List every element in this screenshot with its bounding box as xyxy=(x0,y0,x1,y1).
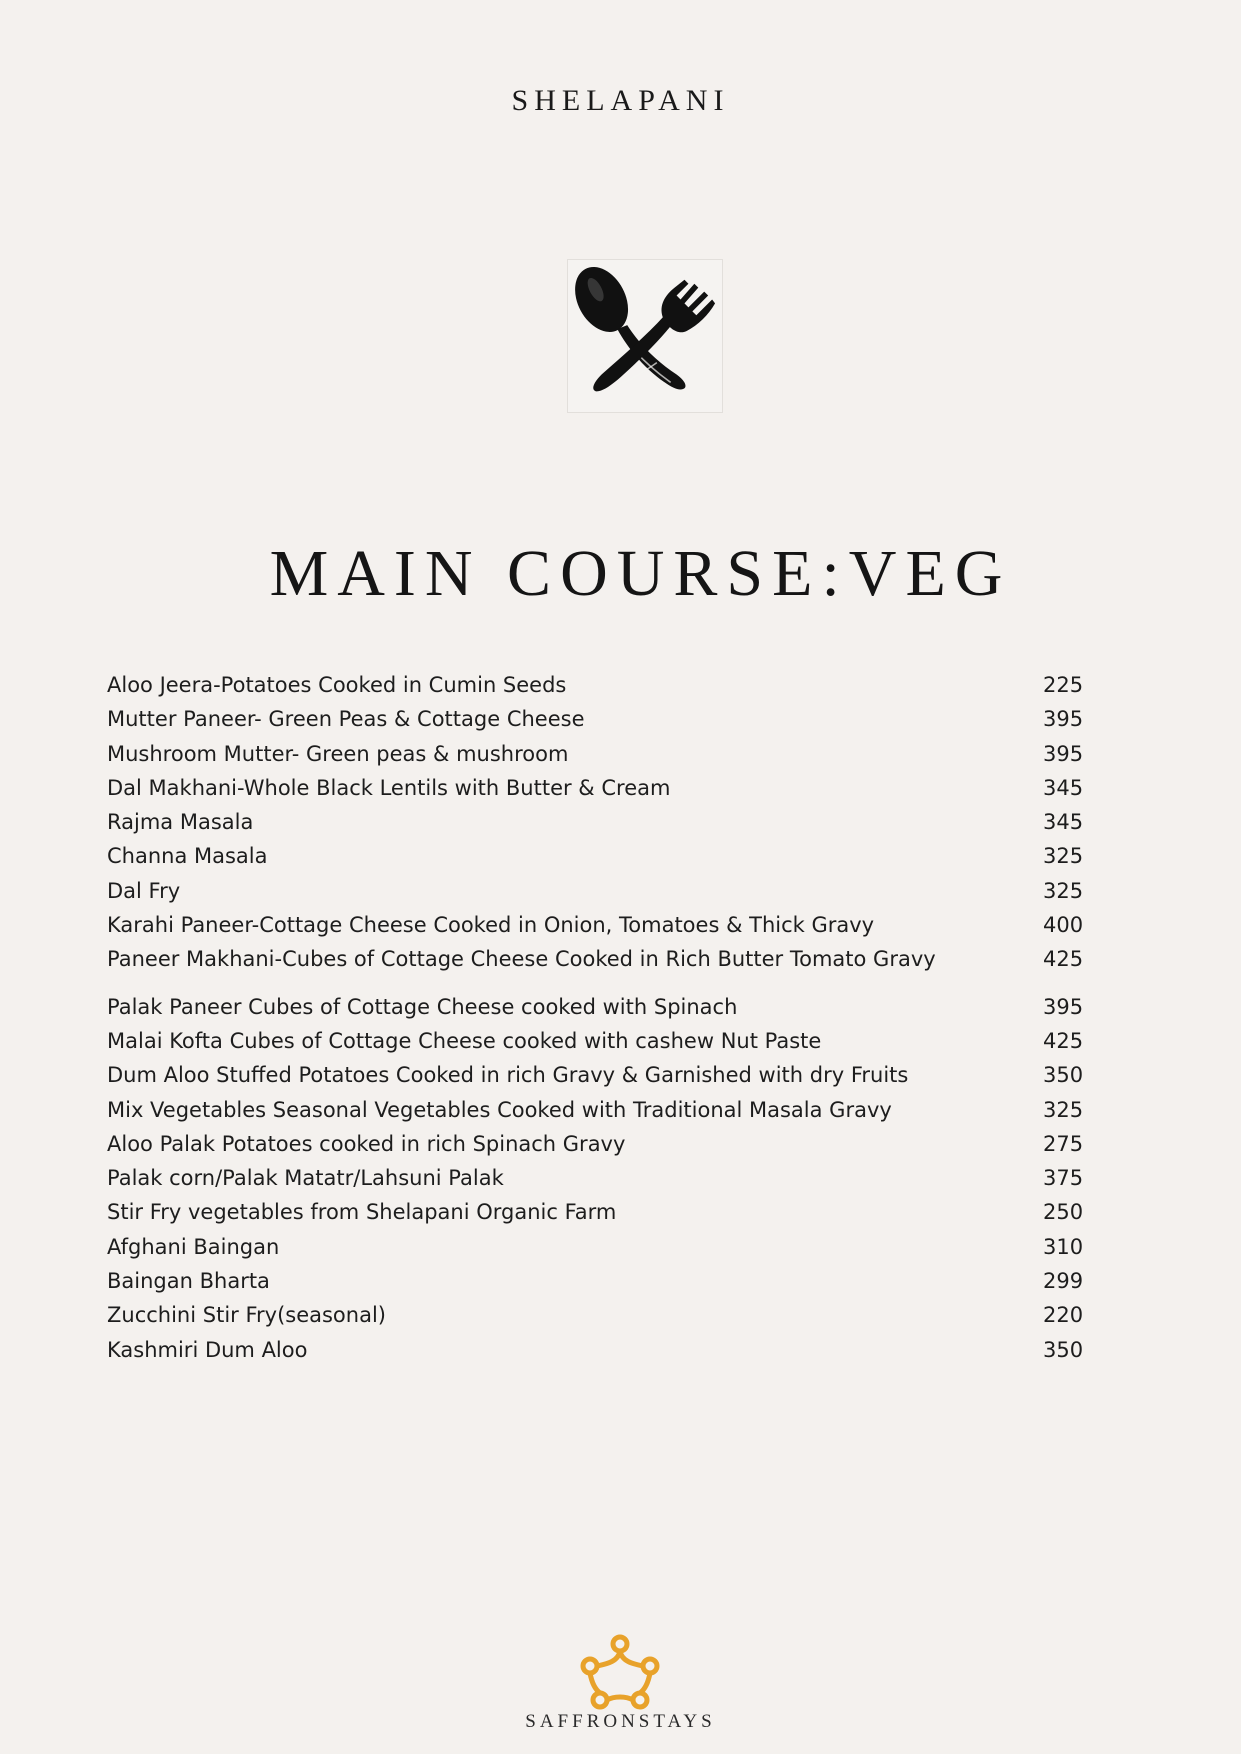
menu-item xyxy=(107,990,1107,1024)
menu-item-price: 350 xyxy=(1043,1337,1084,1362)
menu-list xyxy=(107,668,1107,1367)
menu-item-price: 299 xyxy=(1043,1269,1084,1294)
menu-item xyxy=(107,702,1107,736)
menu-item-price: 325 xyxy=(1043,844,1084,869)
menu-item-name: Channa Masala xyxy=(107,844,268,869)
footer-brand: SAFFRONSTAYS xyxy=(525,1711,716,1732)
brand-title: SHELAPANI xyxy=(511,84,730,117)
menu-item-name: Aloo Jeera-Potatoes Cooked in Cumin Seeds xyxy=(107,673,567,697)
menu-item-name: Stir Fry vegetables from Shelapani Organic Farm xyxy=(107,1200,617,1225)
menu-item-price: 225 xyxy=(1043,673,1084,697)
menu-item-price: 395 xyxy=(1043,994,1084,1019)
menu-item-name: Dal Makhani-Whole Black Lentils with Butter & Cream xyxy=(107,775,671,800)
menu-item-price: 310 xyxy=(1043,1234,1084,1259)
menu-item-price: 395 xyxy=(1043,707,1084,732)
menu-item xyxy=(107,771,1107,805)
menu-item-price: 250 xyxy=(1043,1200,1084,1225)
menu-item xyxy=(107,839,1107,873)
menu-item xyxy=(107,1298,1107,1332)
menu-item xyxy=(107,942,1107,976)
menu-item-name: Baingan Bharta xyxy=(107,1269,270,1294)
menu-item-name: Dal Fry xyxy=(107,878,181,903)
menu-item-name: Kashmiri Dum Aloo xyxy=(107,1337,308,1362)
menu-item-name: Paneer Makhani-Cubes of Cottage Cheese Cooked in Rich Butter Tomato Gravy xyxy=(107,947,936,972)
menu-item-price: 325 xyxy=(1043,1097,1084,1122)
menu-item-price: 350 xyxy=(1043,1063,1084,1088)
menu-item xyxy=(107,668,1107,702)
menu-item-name: Dum Aloo Stuffed Potatoes Cooked in rich Gravy & Garnished with dry Fruits xyxy=(107,1063,909,1088)
menu-item-name: Mutter Paneer- Green Peas & Cottage Cheese xyxy=(107,707,585,732)
menu-item xyxy=(107,1058,1107,1092)
menu-item xyxy=(107,1161,1107,1195)
menu-item-name: Malai Kofta Cubes of Cottage Cheese cooked with cashew Nut Paste xyxy=(107,1028,822,1053)
saffronstays-logo-icon xyxy=(578,1632,662,1712)
menu-item-name: Mushroom Mutter- Green peas & mushroom xyxy=(107,741,569,766)
menu-item-price: 425 xyxy=(1043,947,1084,972)
menu-item-price: 400 xyxy=(1043,913,1084,938)
menu-item-price: 275 xyxy=(1043,1131,1084,1156)
menu-item xyxy=(107,1333,1107,1367)
menu-item-name: Palak corn/Palak Matatr/Lahsuni Palak xyxy=(107,1166,504,1191)
menu-item xyxy=(107,1024,1107,1058)
menu-item-price: 395 xyxy=(1043,741,1084,766)
menu-item-name: Zucchini Stir Fry(seasonal) xyxy=(107,1303,386,1328)
menu-item-name: Aloo Palak Potatoes cooked in rich Spinach Gravy xyxy=(107,1131,626,1156)
menu-item-price: 345 xyxy=(1043,810,1084,835)
menu-item xyxy=(107,1230,1107,1264)
menu-item-price: 375 xyxy=(1043,1166,1084,1191)
menu-item xyxy=(107,908,1107,942)
menu-item-price: 220 xyxy=(1043,1303,1084,1328)
menu-item xyxy=(107,1264,1107,1298)
section-title: MAIN COURSE:VEG xyxy=(269,537,1012,610)
menu-item xyxy=(107,737,1107,771)
menu-item-name: Karahi Paneer-Cottage Cheese Cooked in Onion, Tomatoes & Thick Gravy xyxy=(107,913,875,938)
menu-item-price: 325 xyxy=(1043,878,1084,903)
menu-item-price: 425 xyxy=(1043,1028,1084,1053)
menu-item xyxy=(107,874,1107,908)
menu-item xyxy=(107,1127,1107,1161)
menu-item-name: Mix Vegetables Seasonal Vegetables Cooked with Traditional Masala Gravy xyxy=(107,1097,892,1122)
menu-item-name: Afghani Baingan xyxy=(107,1234,280,1259)
menu-item xyxy=(107,1093,1107,1127)
menu-item-name: Rajma Masala xyxy=(107,810,254,835)
menu-item xyxy=(107,1195,1107,1229)
menu-item-price: 345 xyxy=(1043,775,1084,800)
menu-item xyxy=(107,805,1107,839)
menu-item-name: Palak Paneer Cubes of Cottage Cheese cooked with Spinach xyxy=(107,994,738,1019)
spoon-fork-icon xyxy=(567,259,723,413)
